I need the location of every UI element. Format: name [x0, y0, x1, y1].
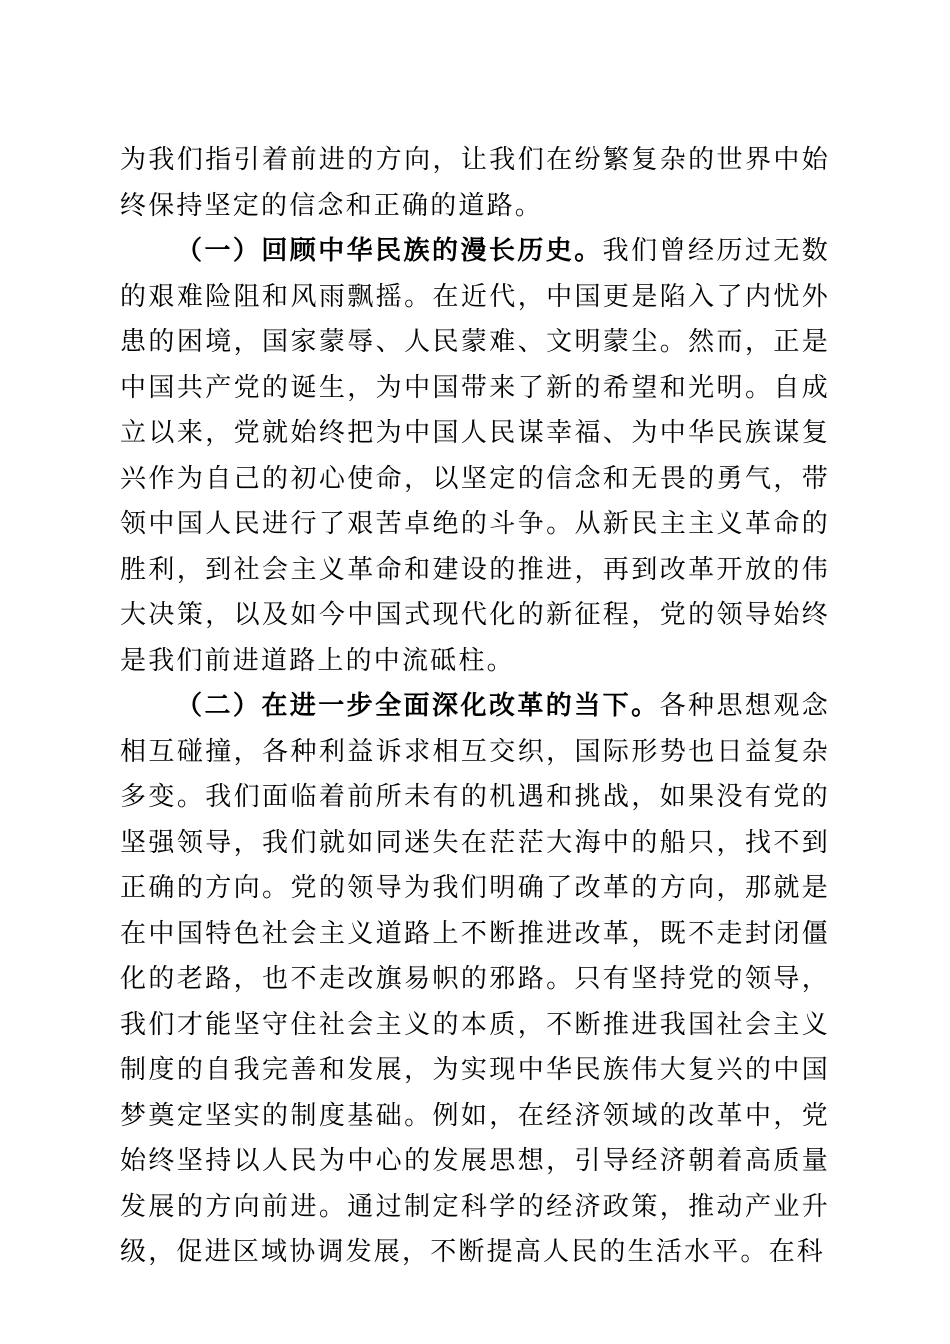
paragraph-section-1: [120, 229, 830, 684]
paragraph-section-2: [120, 684, 830, 1276]
paragraph-text: 我们曾经历过无数的艰难险阻和风雨飘摇。在近代，中国更是陷入了内忧外患的困境，国家蒙辱、人民蒙难、文明蒙尘。然而，正是中国共产党的诞生，为中国带来了新的希望和光明。自成立以来，党就始终把为中国人民谋幸福、为中华民族谋复兴作为自己的初心使命，以坚定的信念和无畏的勇气，带领中国人民进行了艰苦卓绝的斗争。从新民主主义革命的胜利，到社会主义革命和建设的推进，再到改革开放的伟大决策，以及如今中国式现代化的新征程，党的领导始终是我们前进道路上的中流砥柱。: [120, 236, 830, 676]
section-heading: （一）回顾中华民族的漫长历史。: [176, 236, 603, 266]
paragraph-continuation: [120, 138, 830, 229]
paragraph-text: 各种思想观念相互碰撞，各种利益诉求相互交织，国际形势也日益复杂多变。我们面临着前所未有的机遇和挑战，如果没有党的坚强领导，我们就如同迷失在茫茫大海中的船只，找不到正确的方向。党的领导为我们明确了改革的方向，那就是在中国特色社会主义道路上不断推进改革，既不走封闭僵化的老路，也不走改旗易帜的邪路。只有坚持党的领导，我们才能坚守住社会主义的本质，不断推进我国社会主义制度的自我完善和发展，为实现中华民族伟大复兴的中国梦奠定坚实的制度基础。例如，在经济领域的改革中，党始终坚持以人民为中心的发展思想，引导经济朝着高质量发展的方向前进。通过制定科学的经济政策，推动产业升级，促进区域协调发展，不断提高人民的生活水平。在科: [120, 691, 831, 1267]
section-heading: （二）在进一步全面深化改革的当下。: [176, 691, 660, 721]
document-page: [120, 138, 830, 1276]
paragraph-text: 为我们指引着前进的方向，让我们在纷繁复杂的世界中始终保持坚定的信念和正确的道路。: [120, 145, 830, 221]
